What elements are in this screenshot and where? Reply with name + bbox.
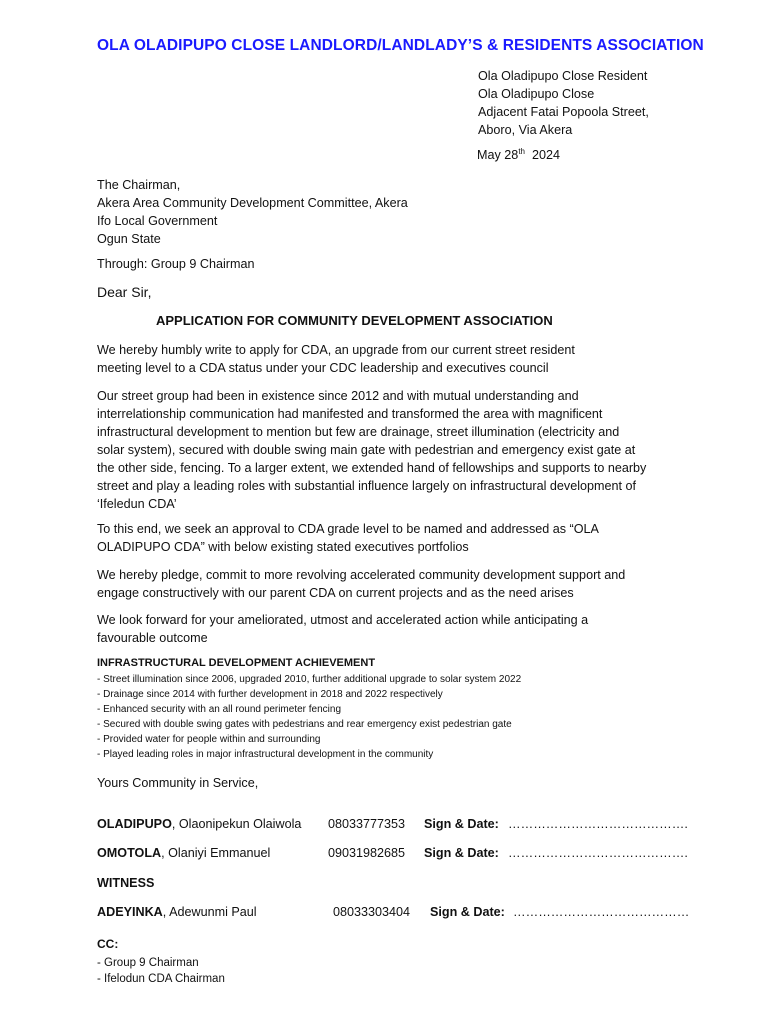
body-paragraph xyxy=(97,341,727,377)
sender-address-line: Ola Oladipupo Close xyxy=(478,87,595,101)
paragraph-line: To this end, we seek an approval to CDA grade level to be named and addressed as “OLA xyxy=(97,522,599,536)
signatory-given-names: , Olaonipekun Olaiwola xyxy=(171,817,302,831)
paragraph-line: ‘Ifeledun CDA’ xyxy=(97,497,177,511)
witness-phone: 08033303404 xyxy=(333,905,411,919)
achievement-item: - Street illumination since 2006, upgraded 2010, further additional upgrade to solar system 2022 xyxy=(97,674,522,685)
closing-line: Yours Community in Service, xyxy=(97,776,259,790)
signature-line: ……………………………………. xyxy=(508,817,688,831)
sender-address-line: Ola Oladipupo Close Resident xyxy=(478,69,648,83)
paragraph-line: We look forward for your ameliorated, utmost and accelerated action while anticipating a xyxy=(97,613,589,627)
paragraph-line: meeting level to a CDA status under your CDC leadership and executives council xyxy=(97,361,549,375)
achievements-heading: INFRASTRUCTURAL DEVELOPMENT ACHIEVEMENT xyxy=(97,657,376,669)
signatory-phone: 08033777353 xyxy=(328,817,406,831)
paragraph-line: solar system), secured with double swing main gate with pedestrian and emergency exist gate at xyxy=(97,443,636,457)
through-line: Through: Group 9 Chairman xyxy=(97,257,255,271)
body-paragraph xyxy=(97,611,727,647)
sign-date-label: Sign & Date: xyxy=(424,817,499,831)
signature-line: ……………………………………. xyxy=(508,846,688,860)
body-paragraph xyxy=(97,387,727,513)
date-month-day: May 28 xyxy=(477,148,519,163)
witness-label: WITNESS xyxy=(97,876,155,890)
cc-item: - Group 9 Chairman xyxy=(97,957,199,969)
association-heading: OLA OLADIPUPO CLOSE LANDLORD/LANDLADY’S & RESIDENTS ASSOCIATION xyxy=(97,37,704,54)
paragraph-line: We hereby pledge, commit to more revolving accelerated community development support and xyxy=(97,568,626,582)
signatory-row xyxy=(97,846,737,864)
signature-line: …………………………………… xyxy=(513,905,690,919)
witness-row xyxy=(97,905,737,923)
witness-given-names: , Adewunmi Paul xyxy=(162,905,257,919)
recipient-line: The Chairman, xyxy=(97,178,181,192)
achievement-item: - Drainage since 2014 with further development in 2018 and 2022 respectively xyxy=(97,689,443,700)
sender-address xyxy=(478,67,649,139)
recipient-line: Ogun State xyxy=(97,232,161,246)
signatory-row xyxy=(97,817,737,835)
letter-date xyxy=(477,147,560,162)
sign-date-label: Sign & Date: xyxy=(424,846,499,860)
signatory-surname: OLADIPUPO xyxy=(97,817,172,831)
achievement-item: - Enhanced security with an all round perimeter fencing xyxy=(97,704,342,715)
body-paragraph xyxy=(97,566,727,602)
signatory-phone: 09031982685 xyxy=(328,846,406,860)
paragraph-line: the other side, fencing. To a larger extent, we extended hand of fellowships and supports to nearby xyxy=(97,461,647,475)
cc-item: - Ifelodun CDA Chairman xyxy=(97,973,225,985)
paragraph-line: infrastructural development to mention but few are drainage, street illumination (electricity and xyxy=(97,425,620,439)
signatory-given-names: , Olaniyi Emmanuel xyxy=(161,846,271,860)
witness-name xyxy=(97,905,257,919)
achievements-list xyxy=(97,672,521,762)
achievement-item: - Provided water for people within and surrounding xyxy=(97,734,321,745)
achievement-item: - Secured with double swing gates with pedestrians and rear emergency exist pedestrian gate xyxy=(97,719,512,730)
subject-line: APPLICATION FOR COMMUNITY DEVELOPMENT ASSOCIATION xyxy=(156,313,553,328)
cc-list xyxy=(97,955,225,987)
sender-address-line: Adjacent Fatai Popoola Street, xyxy=(478,105,649,119)
salutation: Dear Sir, xyxy=(97,284,152,300)
paragraph-line: Our street group had been in existence since 2012 and with mutual understanding and xyxy=(97,389,579,403)
achievement-item: - Played leading roles in major infrastructural development in the community xyxy=(97,749,434,760)
recipient-line: Akera Area Community Development Committee, Akera xyxy=(97,196,408,210)
cc-label: CC: xyxy=(97,937,119,951)
paragraph-line: favourable outcome xyxy=(97,631,208,645)
paragraph-line: OLADIPUPO CDA” with below existing stated executives portfolios xyxy=(97,540,469,554)
witness-surname: ADEYINKA xyxy=(97,905,163,919)
signatory-surname: OMOTOLA xyxy=(97,846,162,860)
paragraph-line: interrelationship communication had manifested and transformed the area with magnificent xyxy=(97,407,603,421)
paragraph-line: engage constructively with our parent CDA on current projects and as the need arises xyxy=(97,586,574,600)
sender-address-line: Aboro, Via Akera xyxy=(478,123,573,137)
sign-date-label: Sign & Date: xyxy=(430,905,505,919)
paragraph-line: We hereby humbly write to apply for CDA, an upgrade from our current street resident xyxy=(97,343,575,357)
recipient-line: Ifo Local Government xyxy=(97,214,218,228)
signatory-name xyxy=(97,817,301,831)
recipient-address xyxy=(97,176,408,248)
body-paragraph xyxy=(97,520,727,556)
date-suffix: th xyxy=(518,147,525,156)
date-year: 2024 xyxy=(531,148,561,163)
signatory-name xyxy=(97,846,270,860)
paragraph-line: street and play a leading roles with substantial influence largely on infrastructural development of xyxy=(97,479,637,493)
